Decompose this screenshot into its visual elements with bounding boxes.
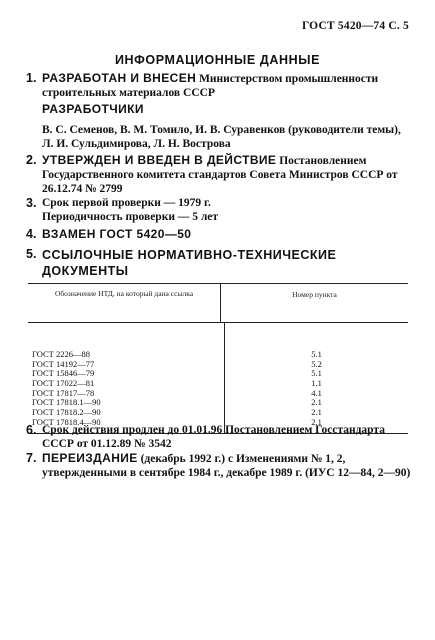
info-title: ИНФОРМАЦИОННЫЕ ДАННЫЕ (114, 53, 321, 67)
section-6 (26, 423, 413, 451)
section-7 (26, 451, 413, 480)
section-caps: РАЗРАБОТАН И ВНЕСЕН (42, 71, 197, 85)
section-caps: УТВЕРЖДЕН И ВВЕДЕН В ДЕЙСТВИЕ (42, 153, 277, 167)
doc-code: ГОСТ (32, 397, 54, 408)
clause-cell: 1.1 (311, 378, 322, 389)
doc-code: ГОСТ (32, 358, 54, 369)
section-number: 1. (26, 71, 37, 85)
section-number: 2. (26, 153, 37, 167)
section-caps: ПЕРЕИЗДАНИЕ (42, 451, 138, 465)
clause-cell: 2.1 (311, 416, 322, 427)
check-period-line: Периодичность проверки — 5 лет (42, 211, 219, 223)
clause-cell: 2.1 (311, 397, 322, 408)
clause-cell: 5.1 (311, 349, 322, 359)
doc-number: 2226—88 (56, 349, 90, 359)
section-text: Срок действия продлен до 01.01.96 Постановлением Госстандарта СССР от 01.12.89 № 3542 (42, 424, 385, 450)
column-header-clause: Номер пункта (220, 284, 408, 322)
section-caps: ВЗАМЕН ГОСТ 5420—50 (42, 227, 192, 241)
reference-table (28, 283, 408, 434)
document-column (28, 323, 224, 433)
doc-number: 17817—78 (56, 387, 95, 398)
doc-code: ГОСТ (32, 378, 54, 389)
doc-code: ГОСТ (32, 368, 54, 379)
section-caps: ССЫЛОЧНЫЕ НОРМАТИВНО-ТЕХНИЧЕСКИЕ ДОКУМЕНТЫ (42, 248, 337, 278)
developers-text: В. С. Семенов, В. М. Томило, И. В. Суравенков (руководители темы), Л. И. Сульдимирова, Л. Н. Вострова (42, 124, 401, 150)
section-2 (26, 153, 413, 196)
doc-number: 17818.1—90 (56, 397, 101, 408)
clause-cell: 5.2 (311, 358, 322, 369)
section-number: 3. (26, 196, 37, 210)
doc-number: 14192—77 (56, 358, 95, 369)
page-header: ГОСТ 5420—74 С. 5 (301, 20, 409, 32)
doc-code: ГОСТ (32, 416, 54, 427)
section-1 (26, 71, 413, 100)
clause-column (224, 323, 408, 433)
first-check-line: Срок первой проверки — 1979 г. (42, 197, 211, 209)
table-body (28, 323, 408, 433)
clause-cell: 2.1 (311, 407, 322, 418)
section-text: Постановлением Государственного комитета стандартов Совета Министров СССР от 26.12.74 № 2799 (42, 155, 398, 195)
section-text: Министерством промышленности строительных материалов СССР (42, 73, 379, 99)
doc-code: ГОСТ (32, 387, 54, 398)
doc-number: 15846—79 (56, 368, 95, 379)
section-number: 4. (26, 227, 37, 241)
developers-heading: РАЗРАБОТЧИКИ (42, 102, 144, 116)
section-number: 6. (26, 423, 37, 437)
clause-cell: 4.1 (311, 387, 322, 398)
section-4 (26, 227, 413, 242)
section-5 (26, 247, 413, 279)
doc-code: ГОСТ (32, 349, 54, 359)
section-number: 5. (26, 247, 37, 261)
doc-number: 17022—81 (56, 378, 95, 389)
section-number: 7. (26, 451, 37, 465)
column-header-document: Обозначение НТД, на который дана ссылка (54, 289, 194, 298)
section-3 (26, 196, 413, 224)
section-text: (декабрь 1992 г.) с Изменениями № 1, 2, утвержденными в сентябре 1984 г., декабре 1989 г. (ИУС 12—84, 2—90) (42, 453, 411, 479)
doc-code: ГОСТ (32, 407, 54, 418)
table-header (28, 284, 408, 323)
doc-number: 17818.4—90 (56, 416, 101, 427)
doc-number: 17818.2—90 (56, 407, 101, 418)
clause-cell: 5.1 (311, 368, 322, 379)
